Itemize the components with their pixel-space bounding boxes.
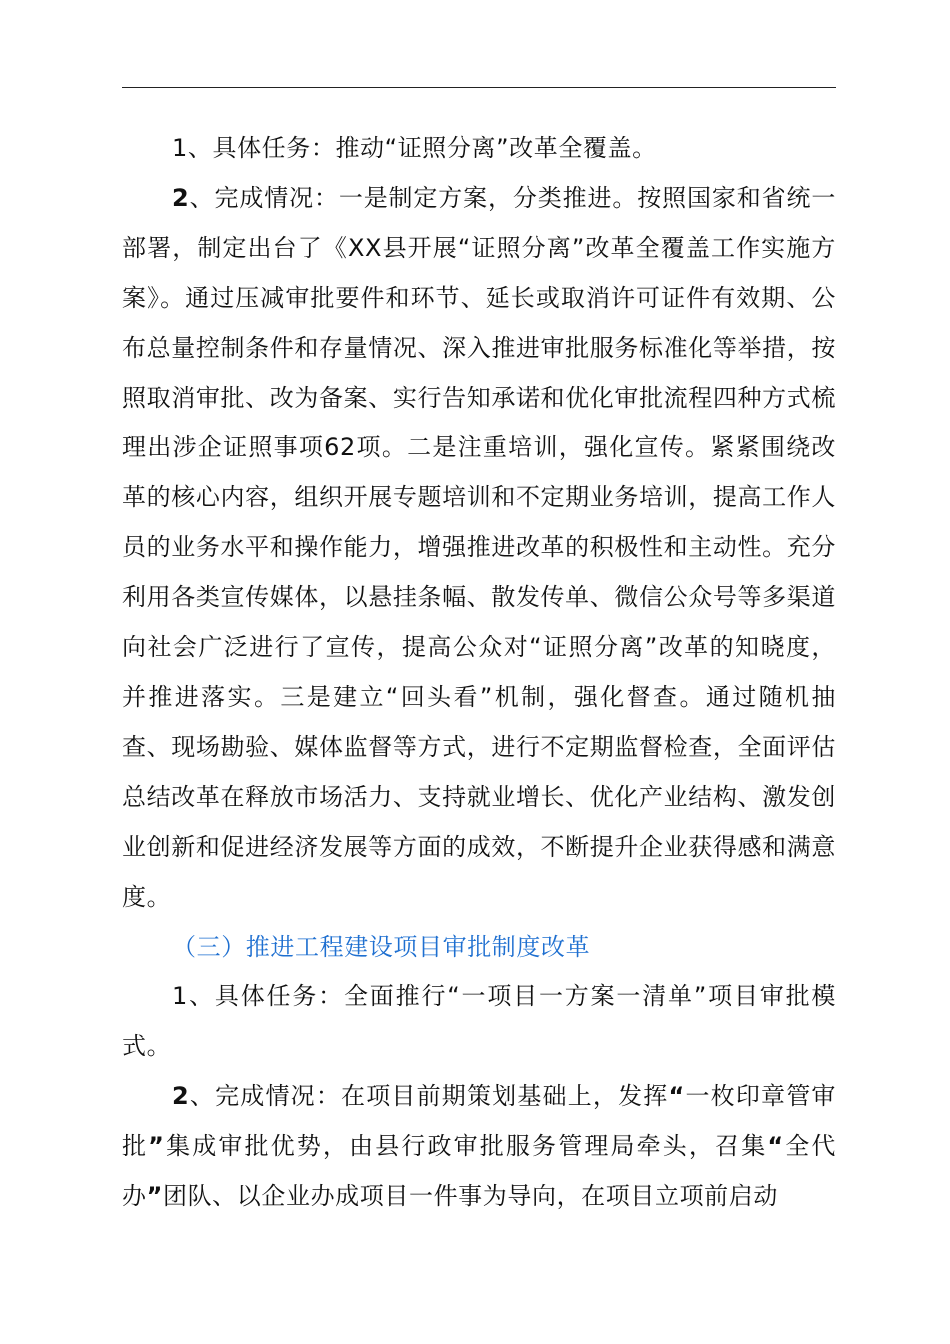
quote-mark: ” — [148, 1132, 165, 1161]
quote-mark: “ — [668, 1082, 685, 1111]
paragraph-text: 团队、以企业办成项目一件事为导向，在项目立项前启动 — [162, 1182, 778, 1211]
task-paragraph-1: 1、具体任务：推动“证照分离”改革全覆盖。 — [172, 134, 657, 162]
document-body — [122, 124, 836, 1222]
paragraph-text: 、完成情况：一是制定方案，分类推进。按照国家和省统一部署，制定出台了《XX县开展“证照分离”改革全覆盖工作实施方案》。通过压减审批要件和环节、延长或取消许可证件有效期、公布总量控制条件和存量情况、深入推进审批服务标准化等举措，按照取消审批、改为备案、实行告知承诺和优化审批流程四种方式梳理出涉企证照事项62项。二是注重培训，强化宣传。紧紧围绕改革的核心内容，组织开展专题培训和不定期业务培训，提高工作人员的业务水平和操作能力，增强推进改革的积极性和主动性。充分利用各类宣传媒体，以悬挂条幅、散发传单、微信公众号等多渠道向社会广泛进行了宣传，提高公众对“证照分离”改革的知晓度，并推进落实。三是建立“回头看”机制，强化督查。通过随机抽查、现场勘验、媒体监督等方式，进行不定期监督检查，全面评估总结改革在释放市场活力、支持就业增长、优化产业结构、激发创业创新和促进经济发展等方面的成效，不断提升企业获得感和满意度。 — [122, 183, 836, 911]
quote-mark: ” — [146, 1182, 163, 1211]
paragraph-text: 、完成情况：在项目前期策划基础上，发挥 — [189, 1082, 669, 1111]
completion-paragraph-1 — [122, 174, 836, 923]
paragraph-text: 集成审批优势，由县行政审批服务管理局牵头，召集 — [164, 1132, 768, 1161]
item-number: 2 — [172, 1082, 190, 1111]
quote-mark: “ — [767, 1132, 784, 1161]
completion-paragraph-2 — [122, 1072, 836, 1222]
header-rule — [122, 87, 836, 88]
paragraph-text: 一枚印章管审批 — [122, 1082, 836, 1161]
item-number: 2 — [172, 183, 190, 212]
paragraph-text: 全代办 — [122, 1132, 837, 1211]
task-paragraph-2: 1、具体任务：全面推行“一项目一方案一清单”项目审批模式。 — [122, 982, 836, 1061]
section-heading: （三）推进工程建设项目审批制度改革 — [172, 932, 591, 961]
